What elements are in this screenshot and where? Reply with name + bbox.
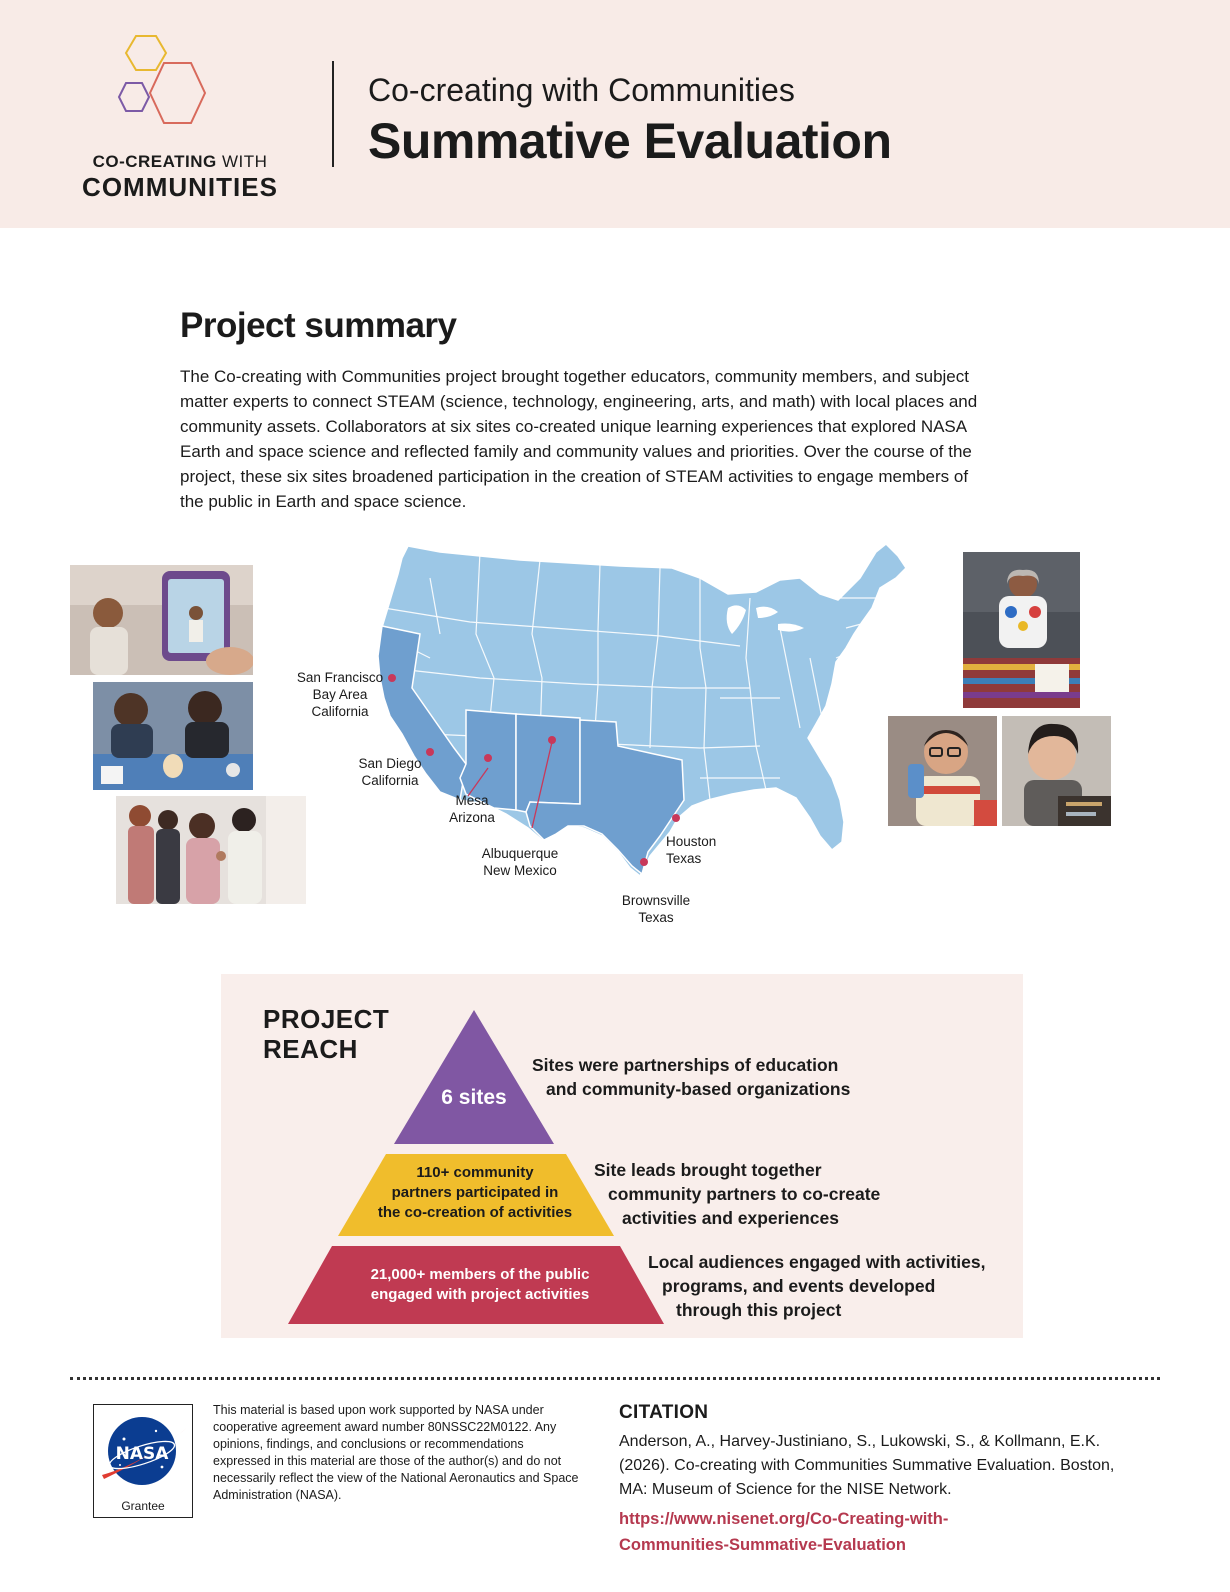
label-mesa: Mesa Arizona — [449, 793, 495, 825]
label-houston: Houston Texas — [666, 834, 717, 866]
marker-mesa — [484, 754, 492, 762]
marker-houston — [672, 814, 680, 822]
pyramid-tier-sites — [394, 1010, 554, 1144]
header-band — [0, 0, 1230, 228]
funding-disclaimer: This material is based upon work supported by NASA under cooperative agreement award number 80NSSC22M0122. Any opinions, findings, and conclusions or recommendations expressed in this material are those of the author(s) and do not necessarily reflect the view of the National Aeronautics and Space Administration (NASA). — [213, 1403, 579, 1502]
label-albuquerque: Albuquerque New Mexico — [481, 846, 559, 878]
tier-public-description: Local audiences engaged with activities, programs, and events developed through this project — [648, 1252, 986, 1320]
svg-text:NASA: NASA — [115, 1444, 169, 1464]
citation-text: Anderson, A., Harvey-Justiniano, S., Lukowski, S., & Kollmann, E.K. (2026). Co-creating with Communities Summative Evaluation. Boston, MA: Museum of Science for the NISE Network. — [619, 1433, 1115, 1498]
grantee-label: Grantee — [121, 1499, 165, 1513]
project-logo — [60, 30, 300, 200]
new-mexico-shape — [516, 714, 580, 812]
citation-link[interactable]: https://www.nisenet.org/Co-Creating-with- Communities-Summative-Evaluation — [619, 1510, 949, 1554]
photo-presenter-at-table — [963, 552, 1080, 708]
project-reach-heading: PROJECT REACH — [263, 1004, 390, 1064]
header-divider — [332, 61, 334, 167]
summary-heading: Project summary — [180, 306, 457, 345]
logo-text-line1: CO-CREATING WITH — [92, 152, 268, 171]
logo-text-line2: COMMUNITIES — [82, 172, 278, 202]
photo-child-crafting — [1002, 716, 1111, 826]
tier-partners-label: 110+ community partners participated in the co-creation of activities — [377, 1164, 573, 1221]
document-title: Summative Evaluation — [368, 113, 892, 169]
photo-tablet-activity — [70, 565, 253, 675]
marker-albuquerque — [548, 736, 556, 744]
citation-heading: CITATION — [619, 1402, 709, 1423]
tier-partners-description: Site leads brought together community partners to co-create activities and experiences — [594, 1160, 881, 1228]
tier-public-label: 21,000+ members of the public engaged with project activities — [370, 1266, 590, 1303]
nasa-meatball-icon — [94, 1405, 192, 1495]
nasa-grantee-badge — [93, 1404, 193, 1518]
label-brownsville: Brownsville Texas — [621, 893, 691, 925]
tier-sites-description: Sites were partnerships of education and community-based organizations — [532, 1055, 851, 1099]
label-san-diego: San Diego California — [358, 756, 422, 788]
document-subtitle: Co-creating with Communities — [368, 72, 795, 108]
us-map-graphic — [280, 538, 940, 928]
label-san-francisco: San Francisco Bay Area California — [296, 670, 384, 719]
tier-sites-label: 6 sites — [441, 1086, 507, 1109]
us-sites-map — [280, 538, 940, 928]
hexagons-logo-icon — [60, 30, 300, 150]
summary-paragraph: The Co-creating with Communities project brought together educators, community members, and subject matter experts to connect STEAM (science, technology, engineering, arts, and math) with local places and community assets. Collaborators at six sites co-created unique learning experiences that explored NASA Earth and space science and reflected family and community values and priorities. Over the course of the project, these six sites broadened participation in the creation of STEAM activities to engage members of the public in Earth and space science. — [180, 367, 978, 511]
photo-students-painting — [93, 682, 253, 790]
photo-group-of-teens — [116, 796, 306, 904]
marker-brownsville — [640, 858, 648, 866]
footer-dotted-divider — [70, 1377, 1160, 1380]
